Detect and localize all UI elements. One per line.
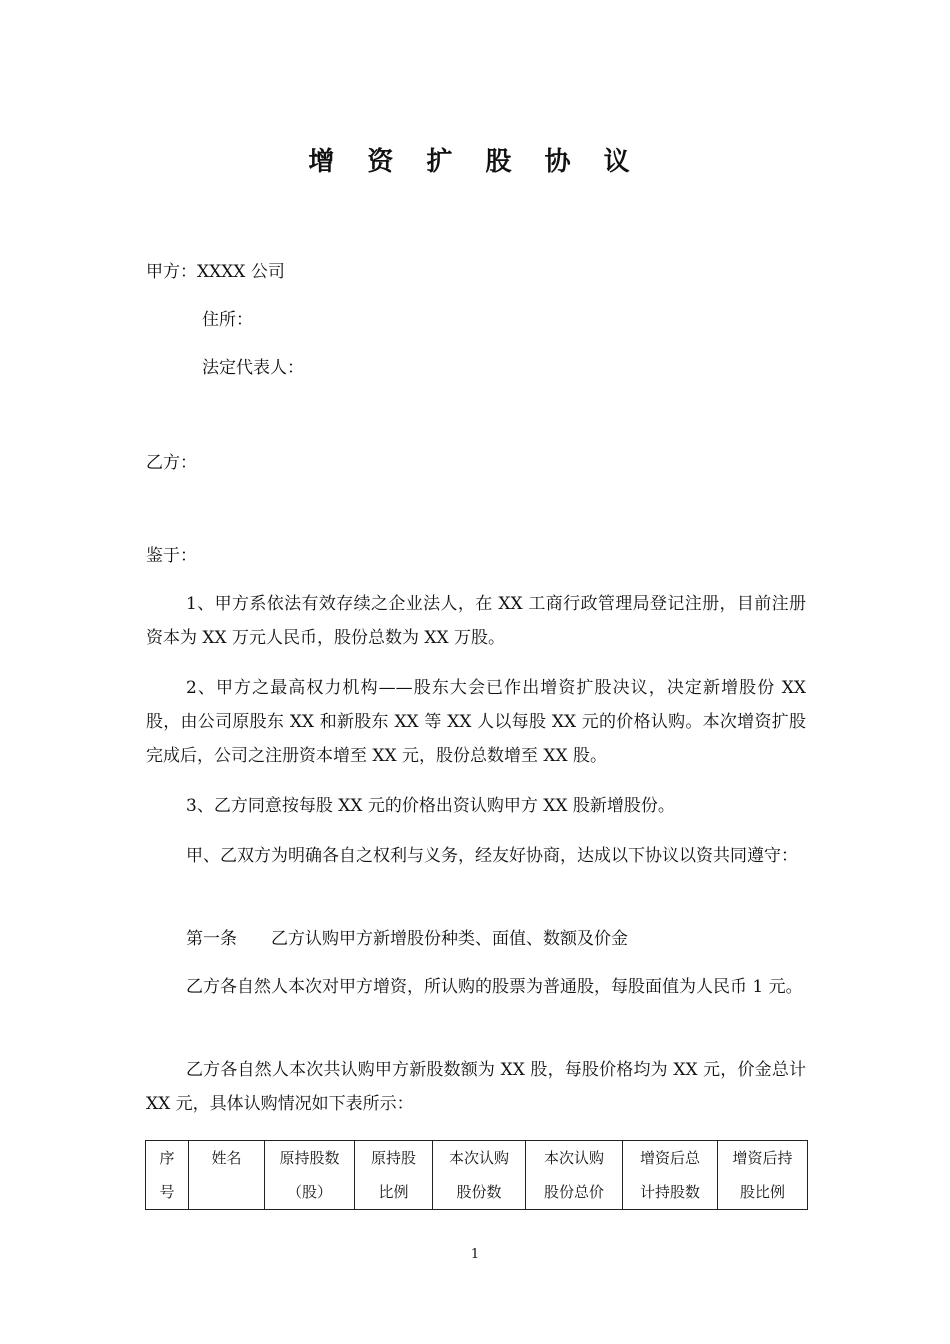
table-header-cell: 序 号 <box>146 1141 189 1210</box>
party-a-line: 甲方：XXXX 公司 <box>146 262 285 282</box>
paragraph: 乙方各自然人本次共认购甲方新股数额为 XX 股，每股价格均为 XX 元，价金总计 XX 元，具体认购情况如下表所示： <box>146 1060 806 1114</box>
paragraph: 3、乙方同意按每股 XX 元的价格出资认购甲方 XX 股新增股份。 <box>186 796 675 816</box>
document-title: 增 资 扩 股 协 议 <box>308 147 642 177</box>
table-header-cell: 原持股数 （股） <box>265 1141 355 1210</box>
whereas-label: 鉴于： <box>146 546 197 566</box>
paragraph: 2、甲方之最高权力机构——股东大会已作出增资扩股决议，决定新增股份 XX 股，由公司原股东 XX 和新股东 XX 等 XX 人以每股 XX 元的价格认购。本次增资扩股完成后，公司之注册资本增至 XX 元，股份总数增至 XX 股。 <box>146 678 806 766</box>
paragraph: 1、甲方系依法有效存续之企业法人，在 XX 工商行政管理局登记注册，目前注册资本为 XX 万元人民币，股份总数为 XX 万股。 <box>146 594 806 648</box>
paragraph: 甲、乙双方为明确各自之权利与义务，经友好协商，达成以下协议以资共同遵守： <box>186 846 798 866</box>
table-header-cell: 增资后持 股比例 <box>718 1141 808 1210</box>
party-a-rep-label: 法定代表人： <box>202 358 304 378</box>
page-number: 1 <box>470 1247 480 1262</box>
table-header-cell: 本次认购 股份数 <box>433 1141 526 1210</box>
table-header-cell: 原持股 比例 <box>355 1141 433 1210</box>
table-header-cell: 本次认购 股份总价 <box>526 1141 623 1210</box>
paragraph: 乙方各自然人本次对甲方增资，所认购的股票为普通股，每股面值为人民币 1 元。 <box>186 977 803 997</box>
party-a-address-label: 住所： <box>202 310 253 330</box>
table-header-cell: 姓名 <box>189 1141 265 1210</box>
subscription-table <box>145 1140 808 1210</box>
party-b-line: 乙方： <box>146 453 197 473</box>
table-header-cell: 增资后总 计持股数 <box>623 1141 718 1210</box>
article-heading: 第一条 乙方认购甲方新增股份种类、面值、数额及价金 <box>186 929 628 949</box>
table-header-row <box>146 1141 808 1210</box>
